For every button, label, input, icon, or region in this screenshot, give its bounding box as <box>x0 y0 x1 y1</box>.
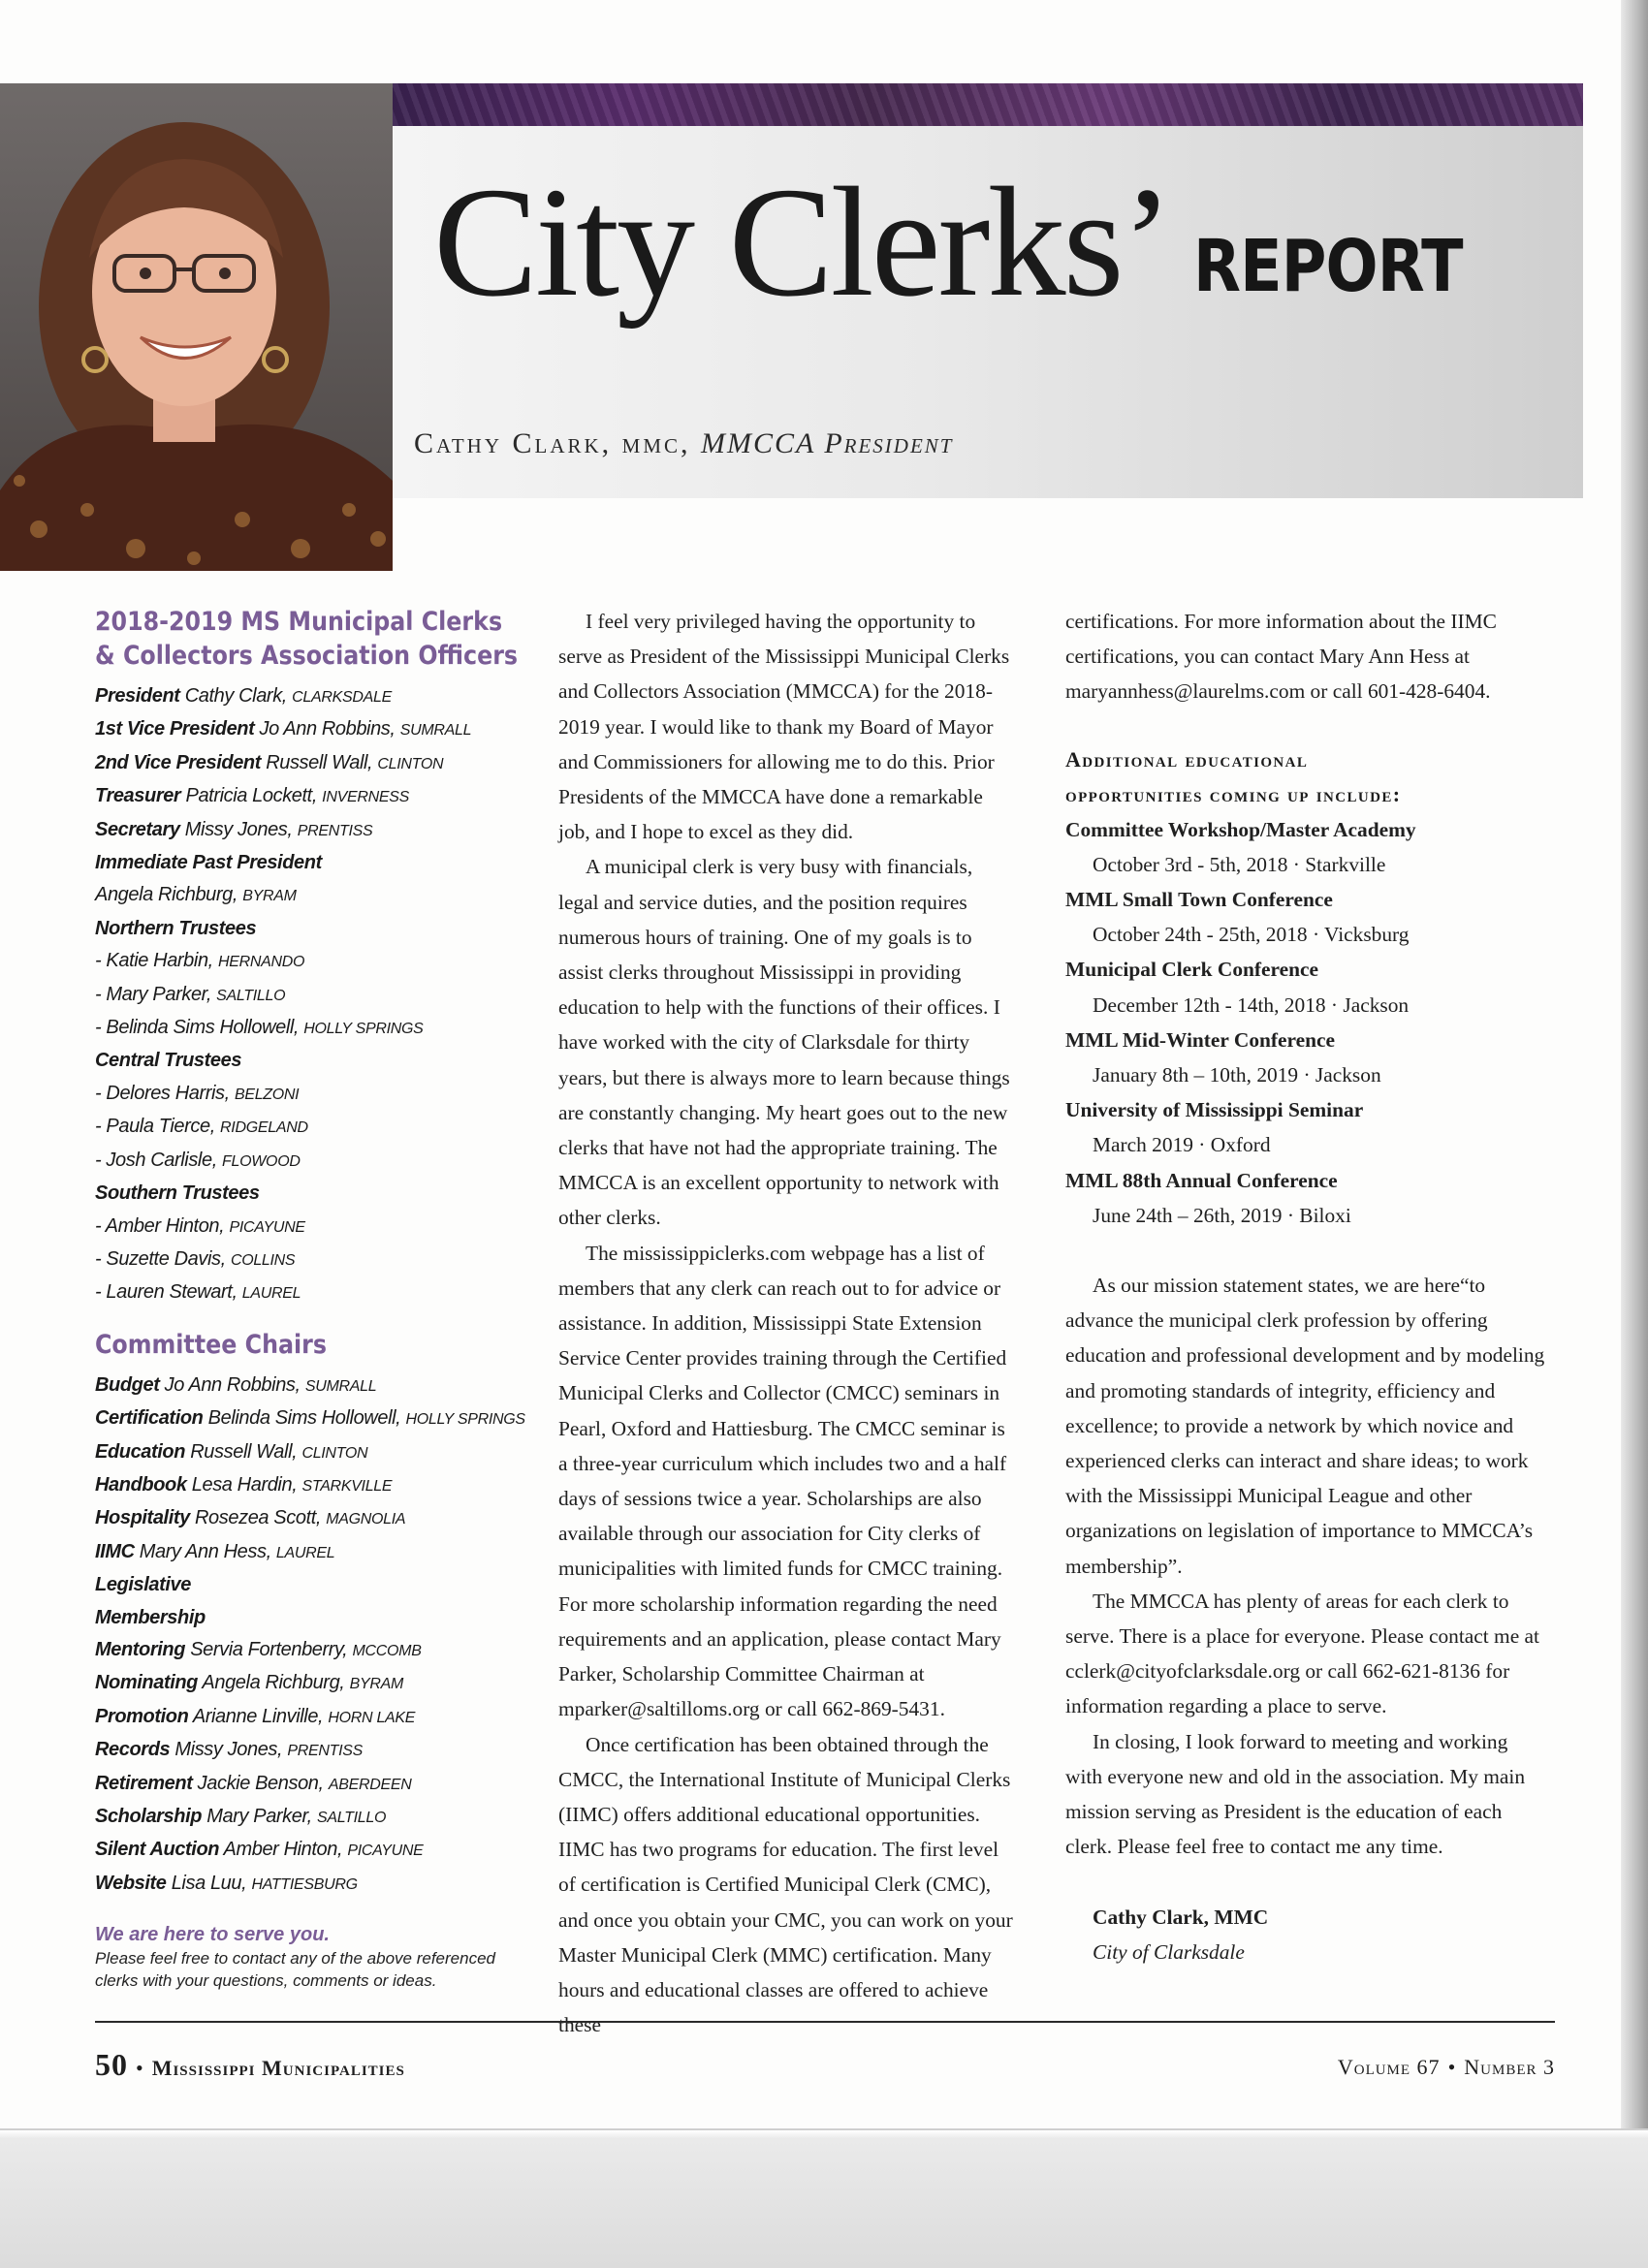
committee-entry <box>95 1701 522 1734</box>
committee-entry <box>95 1502 522 1535</box>
committee-entry-role: Silent Auction <box>95 1839 220 1861</box>
committee-entry-town: LAUREL <box>275 1544 335 1561</box>
officer-entry-town: RIDGELAND <box>220 1119 308 1137</box>
officer-entry-town: CLARKSDALE <box>292 689 392 706</box>
event-name: MML Mid-Winter Conference <box>1065 1027 1336 1052</box>
page-number: 50 <box>95 2047 128 2082</box>
event-date: January 8th – 10th, 2019 · Jackson <box>1093 1063 1381 1087</box>
officer-entry-town: FLOWOOD <box>222 1152 301 1170</box>
officer-entry-role: President <box>95 685 180 707</box>
committee-entry-role: Education <box>95 1440 186 1463</box>
scan-background <box>0 2128 1648 2268</box>
officer-entry-person: - Josh Carlisle, <box>95 1149 217 1171</box>
event-name: MML 88th Annual Conference <box>1065 1168 1338 1192</box>
officer-entry-town: SALTILLO <box>216 987 286 1004</box>
committee-entry-town: SALTILLO <box>316 1810 387 1826</box>
committee-entry-role: IIMC <box>95 1540 135 1562</box>
article-column-3 <box>1065 604 1545 1969</box>
article-paragraph: The mississippiclerks.com webpage has a list of members that any clerk can reach out to for advice or assistance. In addition, Mississippi State Extension Service Center provides training through the Certified Municipal Clerks and Collector (CMCC) seminars in Pearl, Oxford and Hattiesburg. The CMCC seminar is a three-year curriculum which includes two and a half days of sessions twice a year. Scholarships are also available through our association for City clerks of municipalities with limited funds for CMCC training. For more scholarship information regarding the need requirements and an application, please contact Mary Parker, Scholarship Committee Chairman at mparker@saltilloms.org or call 662-869-5431. <box>558 1241 1007 1721</box>
officers-sidebar <box>95 605 525 1992</box>
committee-entry <box>95 1801 522 1834</box>
committee-entry-person: Rosezea Scott, <box>195 1507 322 1529</box>
article-paragraph-continued: certifications. For more information about the IIMC certifications, you can contact Mary Ann Hess at maryannhess@laurelms.com or call 601-428-6404. <box>1065 610 1497 704</box>
committee-entry-town: HORN LAKE <box>328 1709 416 1726</box>
event-item <box>1065 882 1545 952</box>
event-name: Committee Workshop/Master Academy <box>1065 817 1416 841</box>
committee-entry-person: Jackie Benson, <box>197 1772 324 1794</box>
issue-label: Number 3 <box>1464 2055 1555 2079</box>
event-date: June 24th – 26th, 2019 · Biloxi <box>1093 1203 1351 1227</box>
event-item <box>1065 1092 1545 1162</box>
officer-entry-town: LAUREL <box>241 1285 301 1303</box>
officer-entry <box>95 979 522 1012</box>
officer-entry <box>95 1111 522 1144</box>
event-name: Municipal Clerk Conference <box>1065 958 1319 982</box>
officer-entry-role: 2nd Vice President <box>95 751 262 773</box>
committee-entry-role: Nominating <box>95 1672 198 1694</box>
event-name: University of Mississippi Seminar <box>1065 1098 1364 1122</box>
officer-entry-person: - Belinda Sims Hollowell, <box>95 1017 300 1039</box>
officer-entry <box>95 780 522 813</box>
event-list <box>1065 812 1545 1233</box>
events-heading-line-1: Additional educational <box>1065 746 1309 772</box>
committee-entry-role: Website <box>95 1872 167 1894</box>
officer-entry-role: Treasurer <box>95 785 181 807</box>
officer-entry-person: Russell Wall, <box>266 751 373 773</box>
officer-entry-person: - Katie Harbin, <box>95 950 213 972</box>
officer-entry-person: Jo Ann Robbins, <box>259 718 396 740</box>
officer-entry-person: Patricia Lockett, <box>185 785 317 807</box>
officer-entry <box>95 1045 522 1077</box>
committee-entry-role: Mentoring <box>95 1638 186 1660</box>
article-paragraph: As our mission statement states, we are here“to advance the municipal clerk profession by offering education and professional development and by modeling and promoting standards of integrity, efficiency and excellence; to provide a network by which novice and experienced clerks can interact and share ideas; to work with the Mississippi Municipal League and other organizations on legislation of importance to MMCCA’s membership”. <box>1065 1274 1545 1578</box>
event-date: October 3rd - 5th, 2018 · Starkville <box>1093 852 1386 876</box>
committee-entry-person: Arianne Linville, <box>192 1705 324 1727</box>
officer-entry-town: HERNANDO <box>218 954 305 971</box>
event-item <box>1065 1163 1545 1233</box>
officer-entry-person: - Suzette Davis, <box>95 1247 226 1270</box>
committee-entry <box>95 1569 522 1601</box>
committee-entry <box>95 1469 522 1502</box>
committee-entry-town: MAGNOLIA <box>326 1511 406 1528</box>
committee-entry <box>95 1536 522 1569</box>
volume-label: Volume 67 <box>1337 2055 1441 2079</box>
officer-entry <box>95 1276 522 1309</box>
article-paragraph: I feel very privileged having the opportunity to serve as President of the Mississippi Municipal Clerks and Collectors Association (MMCCA) for the 2018-2019 year. I would like to thank my Board of Mayor and Commissioners for allowing me to do this. Prior Presidents of the MMCCA have done a remarkable job, and I hope to excel as they did. <box>558 610 1010 844</box>
officer-entry <box>95 945 522 978</box>
byline-name: Cathy Clark, mmc, <box>414 427 691 459</box>
committee-entry-person: Mary Ann Hess, <box>139 1540 271 1562</box>
signature-name: Cathy Clark, MMC <box>1093 1905 1269 1929</box>
committee-entry-role: Hospitality <box>95 1507 190 1529</box>
committee-entry <box>95 1602 522 1634</box>
events-heading <box>1065 742 1545 812</box>
officer-entry-person: Missy Jones, <box>184 818 293 840</box>
closing-section <box>1065 1268 1545 1864</box>
committee-entry-person: Jo Ann Robbins, <box>164 1373 301 1396</box>
officer-entry-person: - Lauren Stewart, <box>95 1281 238 1304</box>
article-paragraph: A municipal clerk is very busy with financials, legal and service duties, and the position requires numerous hours of training. One of my goals is to assist clerks throughout Mississippi in providing education to help with the functions of their offices. I have worked with the city of Clarksdale for thirty years, but there is always more to learn because things are constantly changing. My heart goes out to the new clerks that have not had the appropriate training. The MMCCA is an excellent opportunity to network with other clerks. <box>558 855 1010 1230</box>
committee-entry <box>95 1768 522 1801</box>
committee-entry <box>95 1370 522 1402</box>
decorative-strip <box>393 83 1583 126</box>
event-item <box>1065 1023 1545 1092</box>
officer-entry-person: Cathy Clark, <box>184 685 287 707</box>
committee-entry-person: Lesa Hardin, <box>191 1473 298 1496</box>
article-paragraph: The MMCCA has plenty of areas for each clerk to serve. There is a place for everyone. Please contact me at cclerk@cityofclarksdale.org or call 662-621-8136 for information regarding a place to serve. <box>1065 1589 1539 1718</box>
committee-entry-person: Angela Richburg, <box>202 1672 345 1694</box>
event-date: October 24th - 25th, 2018 · Vicksburg <box>1093 923 1410 947</box>
officer-entry-town: PICAYUNE <box>229 1218 305 1236</box>
committee-entry-town: SUMRALL <box>304 1377 377 1395</box>
officer-entry-town: PRENTISS <box>297 822 373 839</box>
report-title-script: City Clerks’ <box>433 156 1171 330</box>
event-date: March 2019 · Oxford <box>1093 1133 1271 1157</box>
committee-entry-role: Certification <box>95 1407 204 1430</box>
committee-entry-person: Amber Hinton, <box>223 1839 343 1861</box>
officer-entry-role: Northern Trustees <box>95 917 257 939</box>
officer-entry-person: - Mary Parker, <box>95 983 211 1005</box>
events-heading-line-2: opportunities coming up include: <box>1065 781 1402 806</box>
committee-entry-role: Promotion <box>95 1705 189 1727</box>
committee-entry-person: Lisa Luu, <box>171 1872 247 1894</box>
committee-entry-town: PRENTISS <box>287 1743 363 1760</box>
event-item <box>1065 952 1545 1022</box>
committee-entry <box>95 1402 525 1435</box>
committee-entry-person: Russell Wall, <box>190 1440 298 1463</box>
officer-entry-role: Southern Trustees <box>95 1182 260 1205</box>
officer-entry-town: HOLLY SPRINGS <box>303 1021 424 1038</box>
event-date: December 12th - 14th, 2018 · Jackson <box>1093 992 1410 1017</box>
committee-entry <box>95 1834 522 1867</box>
officer-entry <box>95 1078 522 1111</box>
byline <box>414 427 953 460</box>
serve-heading: We are here to serve you. <box>95 1924 330 1946</box>
signature-block <box>1065 1900 1545 1969</box>
magazine-name: Mississippi Municipalities <box>151 2056 405 2080</box>
committee-entry-town: MCCOMB <box>352 1642 422 1659</box>
officer-entry <box>95 879 522 912</box>
committee-entry <box>95 1634 522 1667</box>
serve-body: Please feel free to contact any of the above referenced clerks with your questions, comments or ideas. <box>95 1949 495 1991</box>
officer-entry <box>95 713 522 746</box>
officer-entry <box>95 847 522 879</box>
event-name: MML Small Town Conference <box>1065 888 1333 912</box>
officer-entry-person: - Amber Hinton, <box>95 1214 225 1237</box>
committee-entry-town: STARKVILLE <box>301 1477 393 1495</box>
officer-entry-person: Angela Richburg, <box>95 884 238 906</box>
signature-city: City of Clarksdale <box>1093 1939 1245 1964</box>
committee-entry-role: Legislative <box>95 1574 191 1596</box>
president-photo <box>0 83 393 571</box>
footer-right: Volume 67 • Number 3 <box>1337 2055 1555 2079</box>
committee-entry-role: Handbook <box>95 1473 187 1496</box>
byline-role: MMCCA President <box>701 427 954 459</box>
officer-entry-person: - Paula Tierce, <box>95 1116 215 1138</box>
footer-rule <box>95 2021 1555 2023</box>
officer-entry <box>95 913 522 945</box>
committee-entry-person: Servia Fortenberry, <box>190 1638 348 1660</box>
committee-entry-person: Belinda Sims Hollowell, <box>207 1407 401 1430</box>
officer-entry-role: Immediate Past President <box>95 852 322 874</box>
committee-entry-role: Budget <box>95 1373 160 1396</box>
officer-entry <box>95 1012 522 1045</box>
officer-list <box>95 680 522 1310</box>
officer-entry <box>95 1178 522 1210</box>
committee-entry <box>95 1667 522 1700</box>
article-paragraph: Once certification has been obtained through the CMCC, the International Institute of Municipal Clerks (IIMC) offers additional educational opportunities. IIMC has two programs for education. The first level of certification is Certified Municipal Clerk (CMC), and once you obtain your CMC, you can work on your Master Municipal Clerk (MMC) certification. Many hours and educational classes are offered to achieve these <box>558 1732 1013 2037</box>
officer-entry-role: Central Trustees <box>95 1050 242 1072</box>
committee-list <box>95 1370 525 1902</box>
report-title-bold: REPORT <box>1193 225 1463 308</box>
officer-entry-person: - Delores Harris, <box>95 1082 230 1104</box>
officer-entry-town: COLLINS <box>230 1251 296 1269</box>
officer-entry-town: SUMRALL <box>399 722 472 740</box>
article-paragraph: In closing, I look forward to meeting and working with everyone new and old in the association. My main mission serving as President is the education of each clerk. Please feel free to contact me any time. <box>1065 1729 1526 1859</box>
officers-heading-line-2: & Collectors Association Officers <box>95 641 519 671</box>
committee-entry <box>95 1734 522 1767</box>
officer-entry <box>95 747 522 780</box>
officer-entry-role: Secretary <box>95 818 180 840</box>
officer-entry <box>95 1244 522 1276</box>
committee-entry <box>95 1868 522 1901</box>
officers-heading-line-1: 2018-2019 MS Municipal Clerks <box>95 607 503 637</box>
committee-entry-town: ABERDEEN <box>328 1776 412 1793</box>
committee-entry-role: Retirement <box>95 1772 193 1794</box>
committee-heading: Committee Chairs <box>95 1329 328 1360</box>
committee-entry-town: PICAYUNE <box>347 1843 424 1860</box>
officer-entry <box>95 1211 522 1244</box>
officer-entry-town: BYRAM <box>242 888 297 905</box>
committee-entry-role: Scholarship <box>95 1806 203 1827</box>
committee-entry-town: BYRAM <box>349 1676 404 1693</box>
officer-entry <box>95 680 522 713</box>
committee-entry-role: Membership <box>95 1606 206 1628</box>
footer-left: 50 • Mississippi Municipalities <box>95 2047 405 2082</box>
page-edge-shadow <box>1621 0 1648 2266</box>
article-column-2 <box>558 604 1014 2042</box>
committee-entry-town: HATTIESBURG <box>251 1875 358 1893</box>
officer-entry-town: CLINTON <box>377 755 444 772</box>
event-item <box>1065 812 1545 882</box>
committee-entry-person: Mary Parker, <box>206 1806 312 1827</box>
committee-entry-town: CLINTON <box>301 1444 368 1462</box>
officer-entry <box>95 1145 522 1178</box>
committee-entry-town: HOLLY SPRINGS <box>405 1411 525 1429</box>
officer-entry-town: INVERNESS <box>322 789 409 806</box>
committee-entry-person: Missy Jones, <box>174 1739 283 1761</box>
officer-entry-role: 1st Vice President <box>95 718 255 740</box>
committee-entry <box>95 1436 522 1469</box>
officer-entry-town: BELZONI <box>234 1086 300 1103</box>
committee-entry-role: Records <box>95 1739 171 1761</box>
portrait-illustration <box>0 83 393 571</box>
officer-entry <box>95 814 522 847</box>
